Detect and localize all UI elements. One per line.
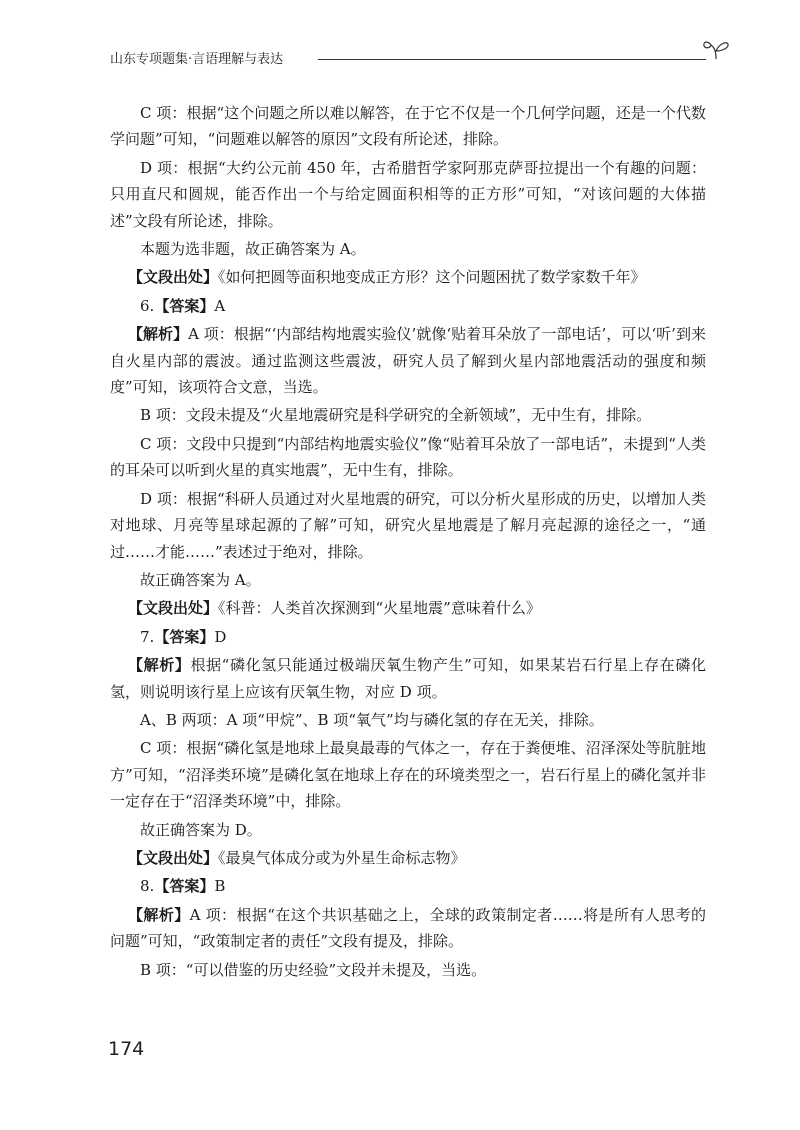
paragraph-text: B 项：“可以借鉴的历史经验”文段并未提及，当选。 — [140, 960, 487, 979]
paragraph-text: A、B 两项：A 项“甲烷”、B 项“氧气”均与磷化氢的存在无关，排除。 — [140, 710, 604, 729]
paragraph — [110, 402, 706, 428]
paragraph — [110, 652, 706, 705]
paragraph-text: B 项：文段未提及“火星地震研究是科学研究的全新领域”，无中生有，排除。 — [140, 406, 652, 425]
paragraph-text: 《最臭气体成分或为外星生命标志物》 — [218, 848, 466, 867]
paragraph-text: C 项：文段中只提到“内部结构地震实验仪”像“贴着耳朵放了一部电话”，未提到“人类的耳朵可以听到火星的真实地震”，无中生有，排除。 — [110, 434, 706, 480]
paragraph — [110, 873, 706, 899]
paragraph — [110, 595, 706, 621]
paragraph-text: A — [214, 296, 226, 315]
section-tag: 【答案】 — [154, 627, 215, 646]
paragraph-text: 本题为选非题，故正确答案为 A。 — [140, 240, 366, 259]
paragraph — [110, 431, 706, 484]
section-tag: 【文段出处】 — [128, 848, 219, 867]
section-tag: 【答案】 — [154, 877, 215, 896]
paragraph-text: 故正确答案为 A。 — [140, 570, 261, 589]
page-number: 174 — [108, 1038, 145, 1060]
paragraph — [110, 264, 706, 290]
answer-explanations — [110, 100, 706, 985]
paragraph — [110, 321, 706, 400]
paragraph — [110, 236, 706, 262]
paragraph — [110, 707, 706, 733]
question-number: 8. — [140, 877, 155, 896]
paragraph-text: C 项：根据“磷化氢是地球上最臭最毒的气体之一，存在于粪便堆、沼泽深处等肮脏地方”可知，“沼泽类环境”是磷化氢在地球上存在的环境类型之一，岩石行星上的磷化氢并非一定存在于“沼泽类环境”中，排除。 — [110, 739, 706, 811]
paragraph-text: D — [214, 627, 227, 646]
section-tag: 【解析】 — [128, 325, 189, 344]
paragraph — [110, 486, 706, 565]
sprout-icon — [702, 38, 730, 60]
question-number: 7. — [140, 627, 155, 646]
paragraph-text: D 项：根据“大约公元前 450 年，古希腊哲学家阿那克萨哥拉提出一个有趣的问题：只用直尺和圆规，能否作出一个与给定圆面积相等的正方形”可知，“对该问题的大体描述”文段有所论述，排除。 — [110, 158, 706, 230]
section-tag: 【答案】 — [154, 296, 215, 315]
paragraph — [110, 735, 706, 814]
paragraph-text: 故正确答案为 D。 — [140, 820, 262, 839]
paragraph — [110, 100, 706, 153]
paragraph-text: B — [214, 877, 226, 896]
section-tag: 【解析】 — [128, 905, 190, 924]
paragraph-text: C 项：根据“这个问题之所以难以解答，在于它不仅是一个几何学问题，还是一个代数学问题”可知，“问题难以解答的原因”文段有所论述，排除。 — [110, 104, 706, 149]
paragraph — [110, 845, 706, 871]
paragraph — [110, 624, 706, 650]
question-number: 6. — [140, 296, 155, 315]
header-rule — [318, 59, 706, 60]
header-title: 山东专项题集·言语理解与表达 — [110, 52, 284, 67]
section-tag: 【解析】 — [128, 656, 191, 675]
running-header — [110, 40, 730, 68]
paragraph — [110, 902, 706, 955]
paragraph-text: 《科普：人类首次探测到“火星地震”意味着什么》 — [218, 599, 541, 618]
paragraph — [110, 957, 706, 983]
paragraph — [110, 155, 706, 234]
paragraph-text: 根据“磷化氢只能通过极端厌氧生物产生”可知，如果某岩石行星上存在磷化氢，则说明该行星上应该有厌氧生物，对应 D 项。 — [110, 656, 706, 701]
paragraph — [110, 293, 706, 319]
paragraph — [110, 567, 706, 593]
paragraph-text: 《如何把圆等面积地变成正方形？这个问题困扰了数学家数千年》 — [218, 268, 646, 287]
paragraph-text: D 项：根据“科研人员通过对火星地震的研究，可以分析火星形成的历史，以增加人类对地球、月亮等星球起源的了解”可知，研究火星地震是了解月亮起源的途径之一，“通过……才能……”表述过于绝对，排除。 — [110, 489, 706, 561]
paragraph — [110, 817, 706, 843]
paragraph-text: A 项：根据“‘内部结构地震实验仪’就像‘贴着耳朵放了一部电话’，可以‘听’到来自火星内部的震波。通过监测这些震波，研究人员了解到火星内部地震活动的强度和频度”可知，该项符合文意，当选。 — [110, 325, 706, 397]
section-tag: 【文段出处】 — [128, 599, 219, 618]
paragraph-text: A 项：根据“在这个共识基础之上，全球的政策制定者……将是所有人思考的问题”可知，“政策制定者的责任”文段有提及，排除。 — [110, 905, 706, 951]
section-tag: 【文段出处】 — [128, 268, 219, 287]
